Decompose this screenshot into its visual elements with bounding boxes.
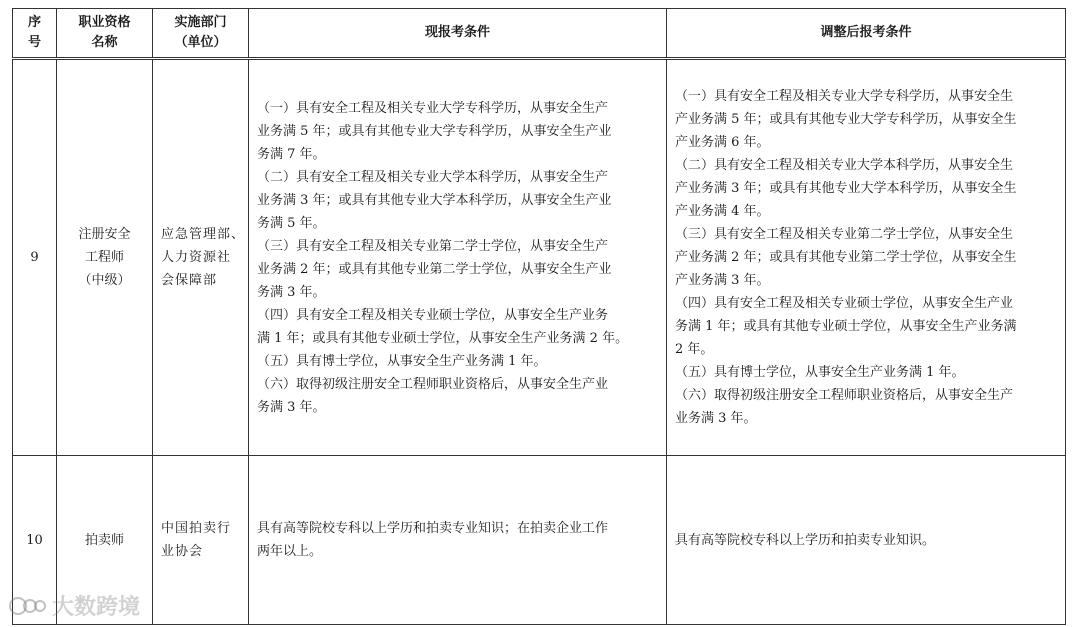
- header-seq: 序 号: [13, 9, 57, 59]
- row-adjusted-conditions: （一）具有安全工程及相关专业大学专科学历，从事安全生 产业务满 5 年；或具有其他专业大学专科学历，从事安全生 产业务满 6 年。 （二）具有安全工程及相关专业大学本科学历，从事安全生 产业务满 3 年；或具有其他专业大学本科学历，从事安全生 产业务满 4 年。 （三）具有安全工程及相关专业第二学士学位，从事安全生 产业务满 2 年；或具有其他专业第二学士学位，从事安全生 产业务满 3 年。 （四）具有安全工程及相关专业硕士学位，从事安全生产业 务满 1 年；或具有其他专业硕士学位，从事安全生产业务满 2 年。 （五）具有博士学位，从事安全生产业务满 1 年。 （六）取得初级注册安全工程师职业资格后，从事安全生产 业务满 3 年。: [667, 59, 1066, 456]
- row-seq: 10: [13, 456, 57, 625]
- header-current-conditions: 现报考条件: [249, 9, 667, 59]
- row-qualification-name: 注册安全 工程师 （中级）: [57, 59, 153, 456]
- table-row: [13, 456, 1066, 625]
- watermark-text: 大数跨境: [52, 595, 141, 620]
- row-current-conditions: 具有高等院校专科以上学历和拍卖专业知识；在拍卖企业工作 两年以上。: [249, 456, 667, 625]
- table-row: [13, 59, 1066, 456]
- header-dept: 实施部门 （单位）: [153, 9, 249, 59]
- qualification-table: [12, 8, 1066, 625]
- row-department: 应急管理部、 人力资源社 会保障部: [153, 59, 249, 456]
- header-row: [13, 9, 1066, 59]
- header-adjusted-conditions: 调整后报考条件: [667, 9, 1066, 59]
- row-seq: 9: [13, 59, 57, 456]
- row-department: 中国拍卖行 业协会: [153, 456, 249, 625]
- row-adjusted-conditions: 具有高等院校专科以上学历和拍卖专业知识。: [667, 456, 1066, 625]
- row-qualification-name: 拍卖师: [57, 456, 153, 625]
- row-current-conditions: （一）具有安全工程及相关专业大学专科学历，从事安全生产 业务满 5 年；或具有其他专业大学专科学历，从事安全生产业 务满 7 年。 （二）具有安全工程及相关专业大学本科学历，从事安全生产 业务满 3 年；或具有其他专业大学本科学历，从事安全生产业 务满 5 年。 （三）具有安全工程及相关专业第二学士学位，从事安全生产 业务满 2 年；或具有其他专业第二学士学位，从事安全生产业 务满 3 年。 （四）具有安全工程及相关专业硕士学位，从事安全生产业务 满 1 年；或具有其他专业硕士学位，从事安全生产业务满 2 年。 （五）具有博士学位，从事安全生产业务满 1 年。 （六）取得初级注册安全工程师职业资格后，从事安全生产业 务满 3 年。: [249, 59, 667, 456]
- watermark: [8, 590, 140, 621]
- watermark-logo-icon: [8, 594, 48, 618]
- header-name: 职业资格 名称: [57, 9, 153, 59]
